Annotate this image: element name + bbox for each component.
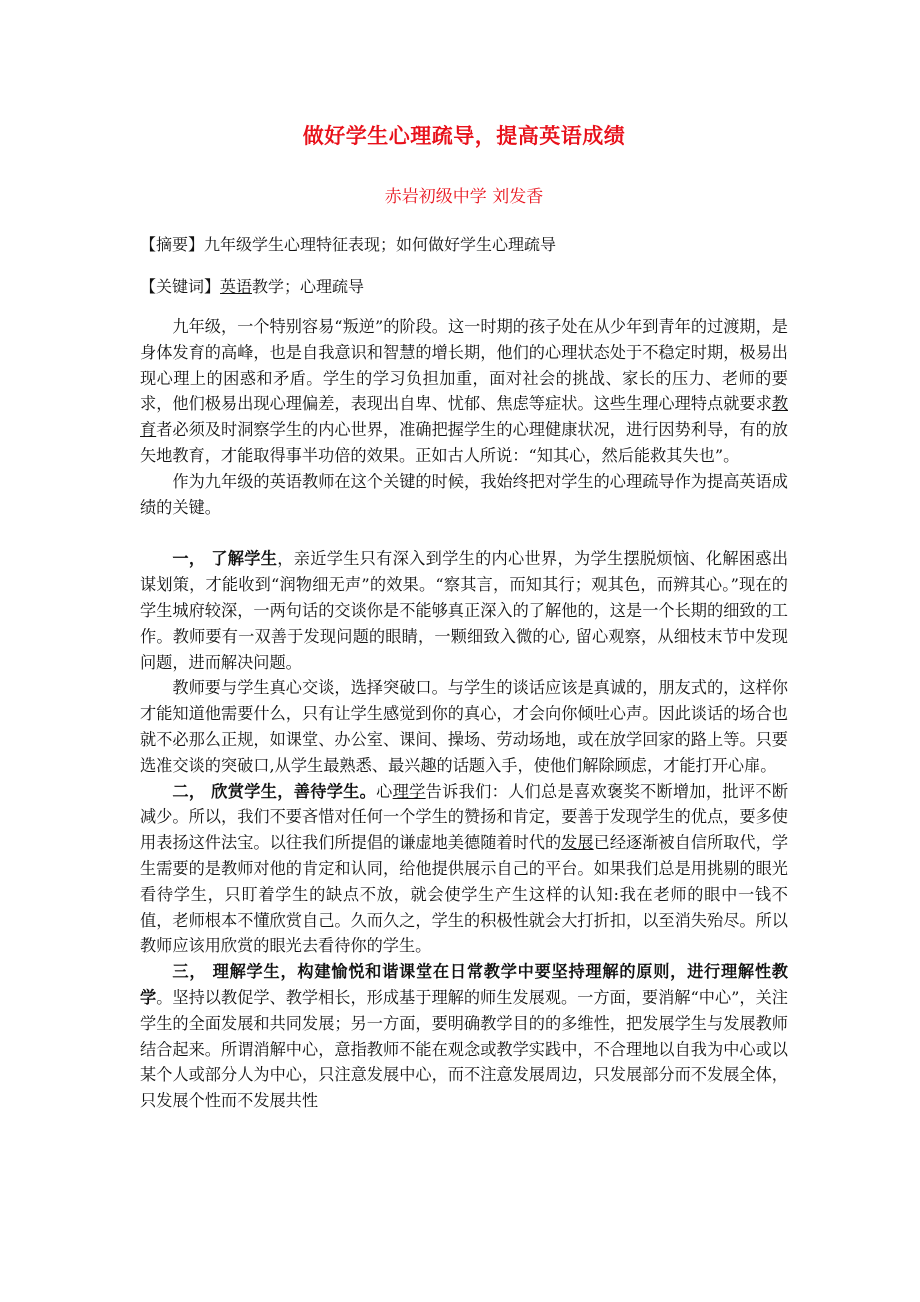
paragraph-intro: [140, 314, 788, 469]
abstract: [140, 232, 788, 258]
section-one: [140, 546, 788, 675]
section-two-text-a: 告诉我们：人们总是喜欢褒奖不断增加，批评不断减少。所以，我们不要吝惜对任何一个学生的赞扬和肯定，要善于发现学生的优点，要多使用表扬这件法宝。以往我们所提倡的谦虚地美德随着时代的: [140, 781, 789, 853]
section-two: [140, 779, 788, 960]
abstract-text: 九年级学生心理特征表现；如何做好学生心理疏导: [204, 235, 557, 254]
section-three: [140, 959, 788, 1114]
paragraph-thesis: 作为九年级的英语教师在这个关键的时候，我始终把对学生的心理疏导作为提高英语成绩的关键。: [140, 471, 788, 517]
link-development[interactable]: 发展: [561, 833, 594, 853]
section-one-text: ，亲近学生只有深入到学生的内心世界，为学生摆脱烦恼、化解困惑出谋划策，才能收到“润物细无声”的效果。“察其言，而知其行；观其色，而辨其心。”现在的学生城府较深，一两句话的交谈你是不能够真正深入的了解他的，这是一个长期的细致的工作。教师要有一双善于发现问题的眼睛，一颗细致入微的心, 留心观察，从细枝末节中发现问题，进而解决问题。: [140, 549, 789, 672]
section-one-heading: 一， 了解学生: [172, 549, 278, 569]
section-two-text-b: 已经逐渐被自信所取代，学生需要的是教师对他的肯定和认同，给他提供展示自己的平台。如果我们总是用挑剔的眼光看待学生，只盯着学生的缺点不放，就会使学生产生这样的认知:我在老师的眼中一钱不值，老师根本不懂欣赏自己。久而久之，学生的积极性就会大打折扣，以至消失殆尽。所以教师应该用欣赏的眼光去看待你的学生。: [140, 833, 789, 956]
document-body: [140, 314, 788, 1114]
section-three-heading: 三， 理解学生，构建愉悦和谐课堂在日常教学中要坚持理解的原则，进行理解性教学: [140, 962, 788, 1007]
keyword-link-english[interactable]: 英语: [220, 277, 253, 296]
paragraph-intro-text-b: 者必须及时洞察学生的内心世界，准确把握学生的心理健康状况，进行因势利导，有的放矢地教育，才能取得事半功倍的效果。正如古人所说：“知其心，然后能救其失也”。: [140, 420, 788, 465]
section-three-text: 。坚持以教促学、教学相长，形成基于理解的师生发展观。一方面，要消解“中心”，关注学生的全面发展和共同发展；另一方面，要明确教学目的的多维性，把发展学生与发展教师结合起来。所谓消解中心，意指教师不能在观念或教学实践中，不合理地以自我为中心或以某个人或部分人为中心，只注意发展中心，而不注意发展周边，只发展部分而不发展全体，只发展个性而不发展共性: [140, 987, 788, 1111]
keywords-rest: 教学；心理疏导: [252, 277, 365, 296]
keywords: [140, 274, 788, 300]
abstract-label: 【摘要】: [140, 235, 205, 254]
author-line: 赤岩初级中学 刘发香: [384, 187, 544, 207]
link-psychology[interactable]: 理学: [392, 781, 426, 801]
section-two-pre: 心: [376, 781, 393, 801]
blank-line: [140, 520, 788, 546]
keywords-label: 【关键词】: [140, 277, 221, 296]
paragraph-conversation: 教师要与学生真心交谈，选择突破口。与学生的谈话应该是真诚的，朋友式的，这样你才能知道他需要什么，只有让学生感觉到你的真心，才会向你倾吐心声。因此谈话的场合也就不必那么正规，如课堂、办公室、课间、操场、劳动场地，或在放学回家的路上等。只要选准交谈的突破口,从学生最熟悉、最兴趣的话题入手，使他们解除顾虑，才能打开心扉。: [140, 678, 788, 775]
document-title: 做好学生心理疏导，提高英语成绩: [302, 123, 626, 148]
section-two-heading: 二， 欣赏学生，善待学生。: [172, 781, 377, 801]
paragraph-intro-text-a: 九年级，一个特别容易“叛逆”的阶段。这一时期的孩子处在从少年到青年的过渡期，是身体发育的高峰，也是自我意识和智慧的增长期，他们的心理状态处于不稳定时期，极易出现心理上的困惑和矛盾。学生的学习负担加重，面对社会的挑战、家长的压力、老师的要求，他们极易出现心理偏差，表现出自卑、忧郁、焦虑等症状。这些生理心理特点就要求: [140, 317, 788, 414]
link-education[interactable]: 教育: [140, 394, 788, 440]
